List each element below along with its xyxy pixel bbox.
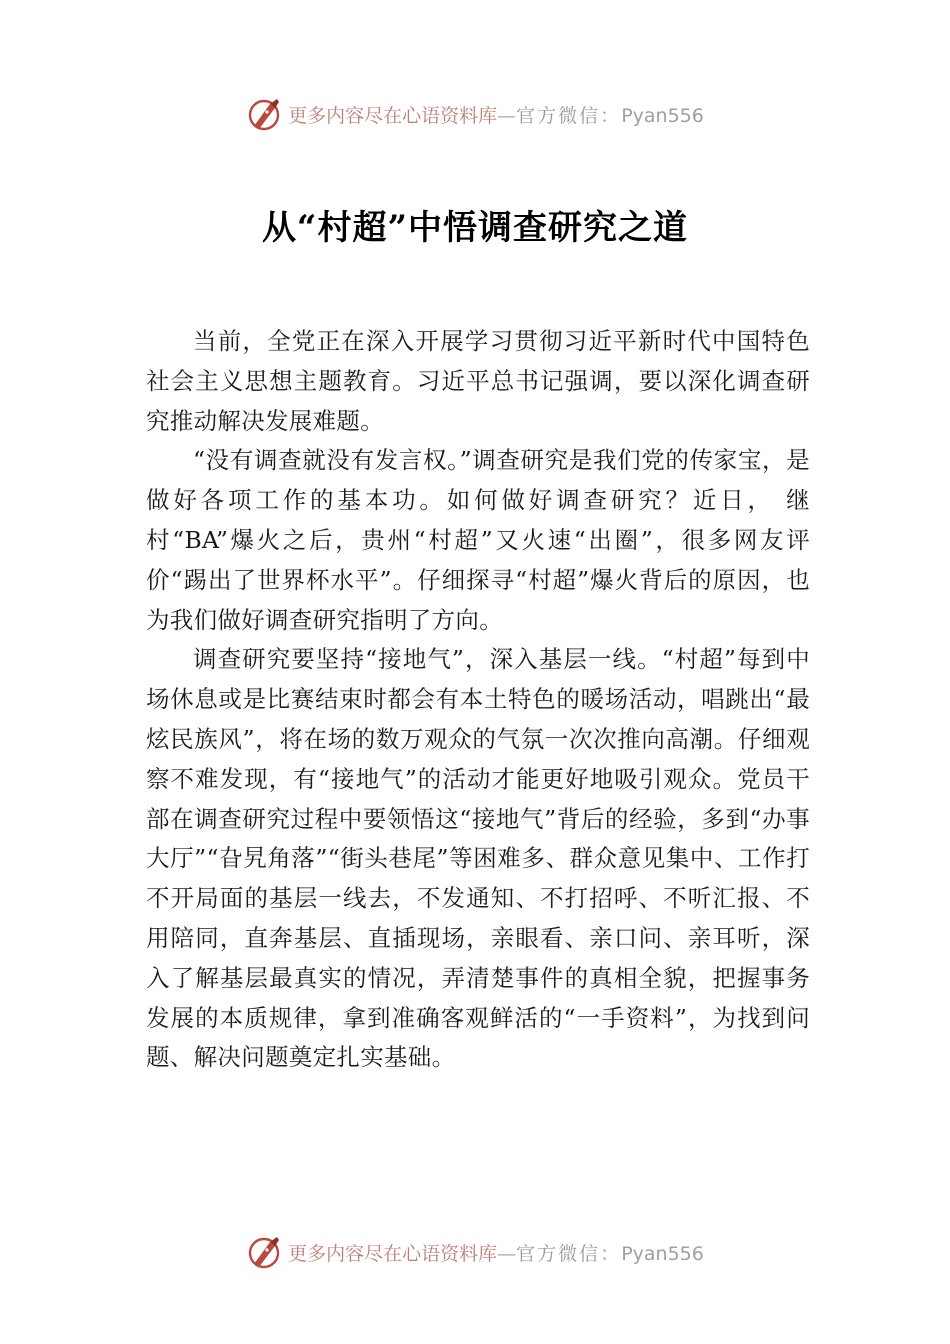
- footer-banner-text: [288, 1239, 704, 1266]
- header-banner-separator: —: [497, 104, 517, 127]
- header-banner-text: [288, 101, 704, 128]
- footer-banner-prefix: 更多内容尽在心语资料库: [288, 1242, 498, 1265]
- pen-nib-circle-icon: [246, 1234, 282, 1270]
- footer-banner-separator: —: [497, 1242, 517, 1265]
- footer-banner: [0, 1232, 950, 1272]
- paragraph-2: “没有调查就没有发言权。”调查研究是我们党的传家宝，是做好各项工作的基本功。如何做好调查研究？近日， 继村“BA”爆火之后，贵州“村超”又火速“出圈”，很多网友评价“踢出了世界杯水平”。仔细探寻“村超”爆火背后的原因，也为我们做好调查研究指明了方向。: [146, 446, 810, 634]
- footer-banner-wechat-label: 官方微信：: [516, 1242, 622, 1265]
- footer-banner-wechat-id: Pyan556: [621, 1242, 704, 1265]
- paragraph-3: 调查研究要坚持“接地气”，深入基层一线。“村超”每到中场休息或是比赛结束时都会有本土特色的暖场活动，唱跳出“最炫民族风”，将在场的数万观众的气氛一次次推向高潮。仔细观察不难发现，有“接地气”的活动才能更好地吸引观众。党员干部在调查研究过程中要领悟这“接地气”背后的经验，多到“办事大厅”“旮旯角落”“街头巷尾”等困难多、群众意见集中、工作打不开局面的基层一线去，不发通知、不打招呼、不听汇报、不用陪同，直奔基层、直插现场，亲眼看、亲口问、亲耳听，深入了解基层最真实的情况，弄清楚事件的真相全貌，把握事务发展的本质规律，拿到准确客观鲜活的“一手资料”，为找到问题、解决问题奠定扎实基础。: [146, 645, 810, 1072]
- document-body: [146, 322, 810, 1078]
- header-banner: [0, 94, 950, 134]
- header-banner-wechat-label: 官方微信：: [516, 104, 622, 127]
- page-title: 从“村超”中悟调查研究之道: [261, 208, 689, 248]
- header-banner-wechat-id: Pyan556: [621, 104, 704, 127]
- pen-nib-circle-icon: [246, 96, 282, 132]
- header-banner-prefix: 更多内容尽在心语资料库: [288, 104, 498, 127]
- paragraph-1: 当前，全党正在深入开展学习贯彻习近平新时代中国特色社会主义思想主题教育。习近平总书记强调，要以深化调查研究推动解决发展难题。: [146, 327, 810, 435]
